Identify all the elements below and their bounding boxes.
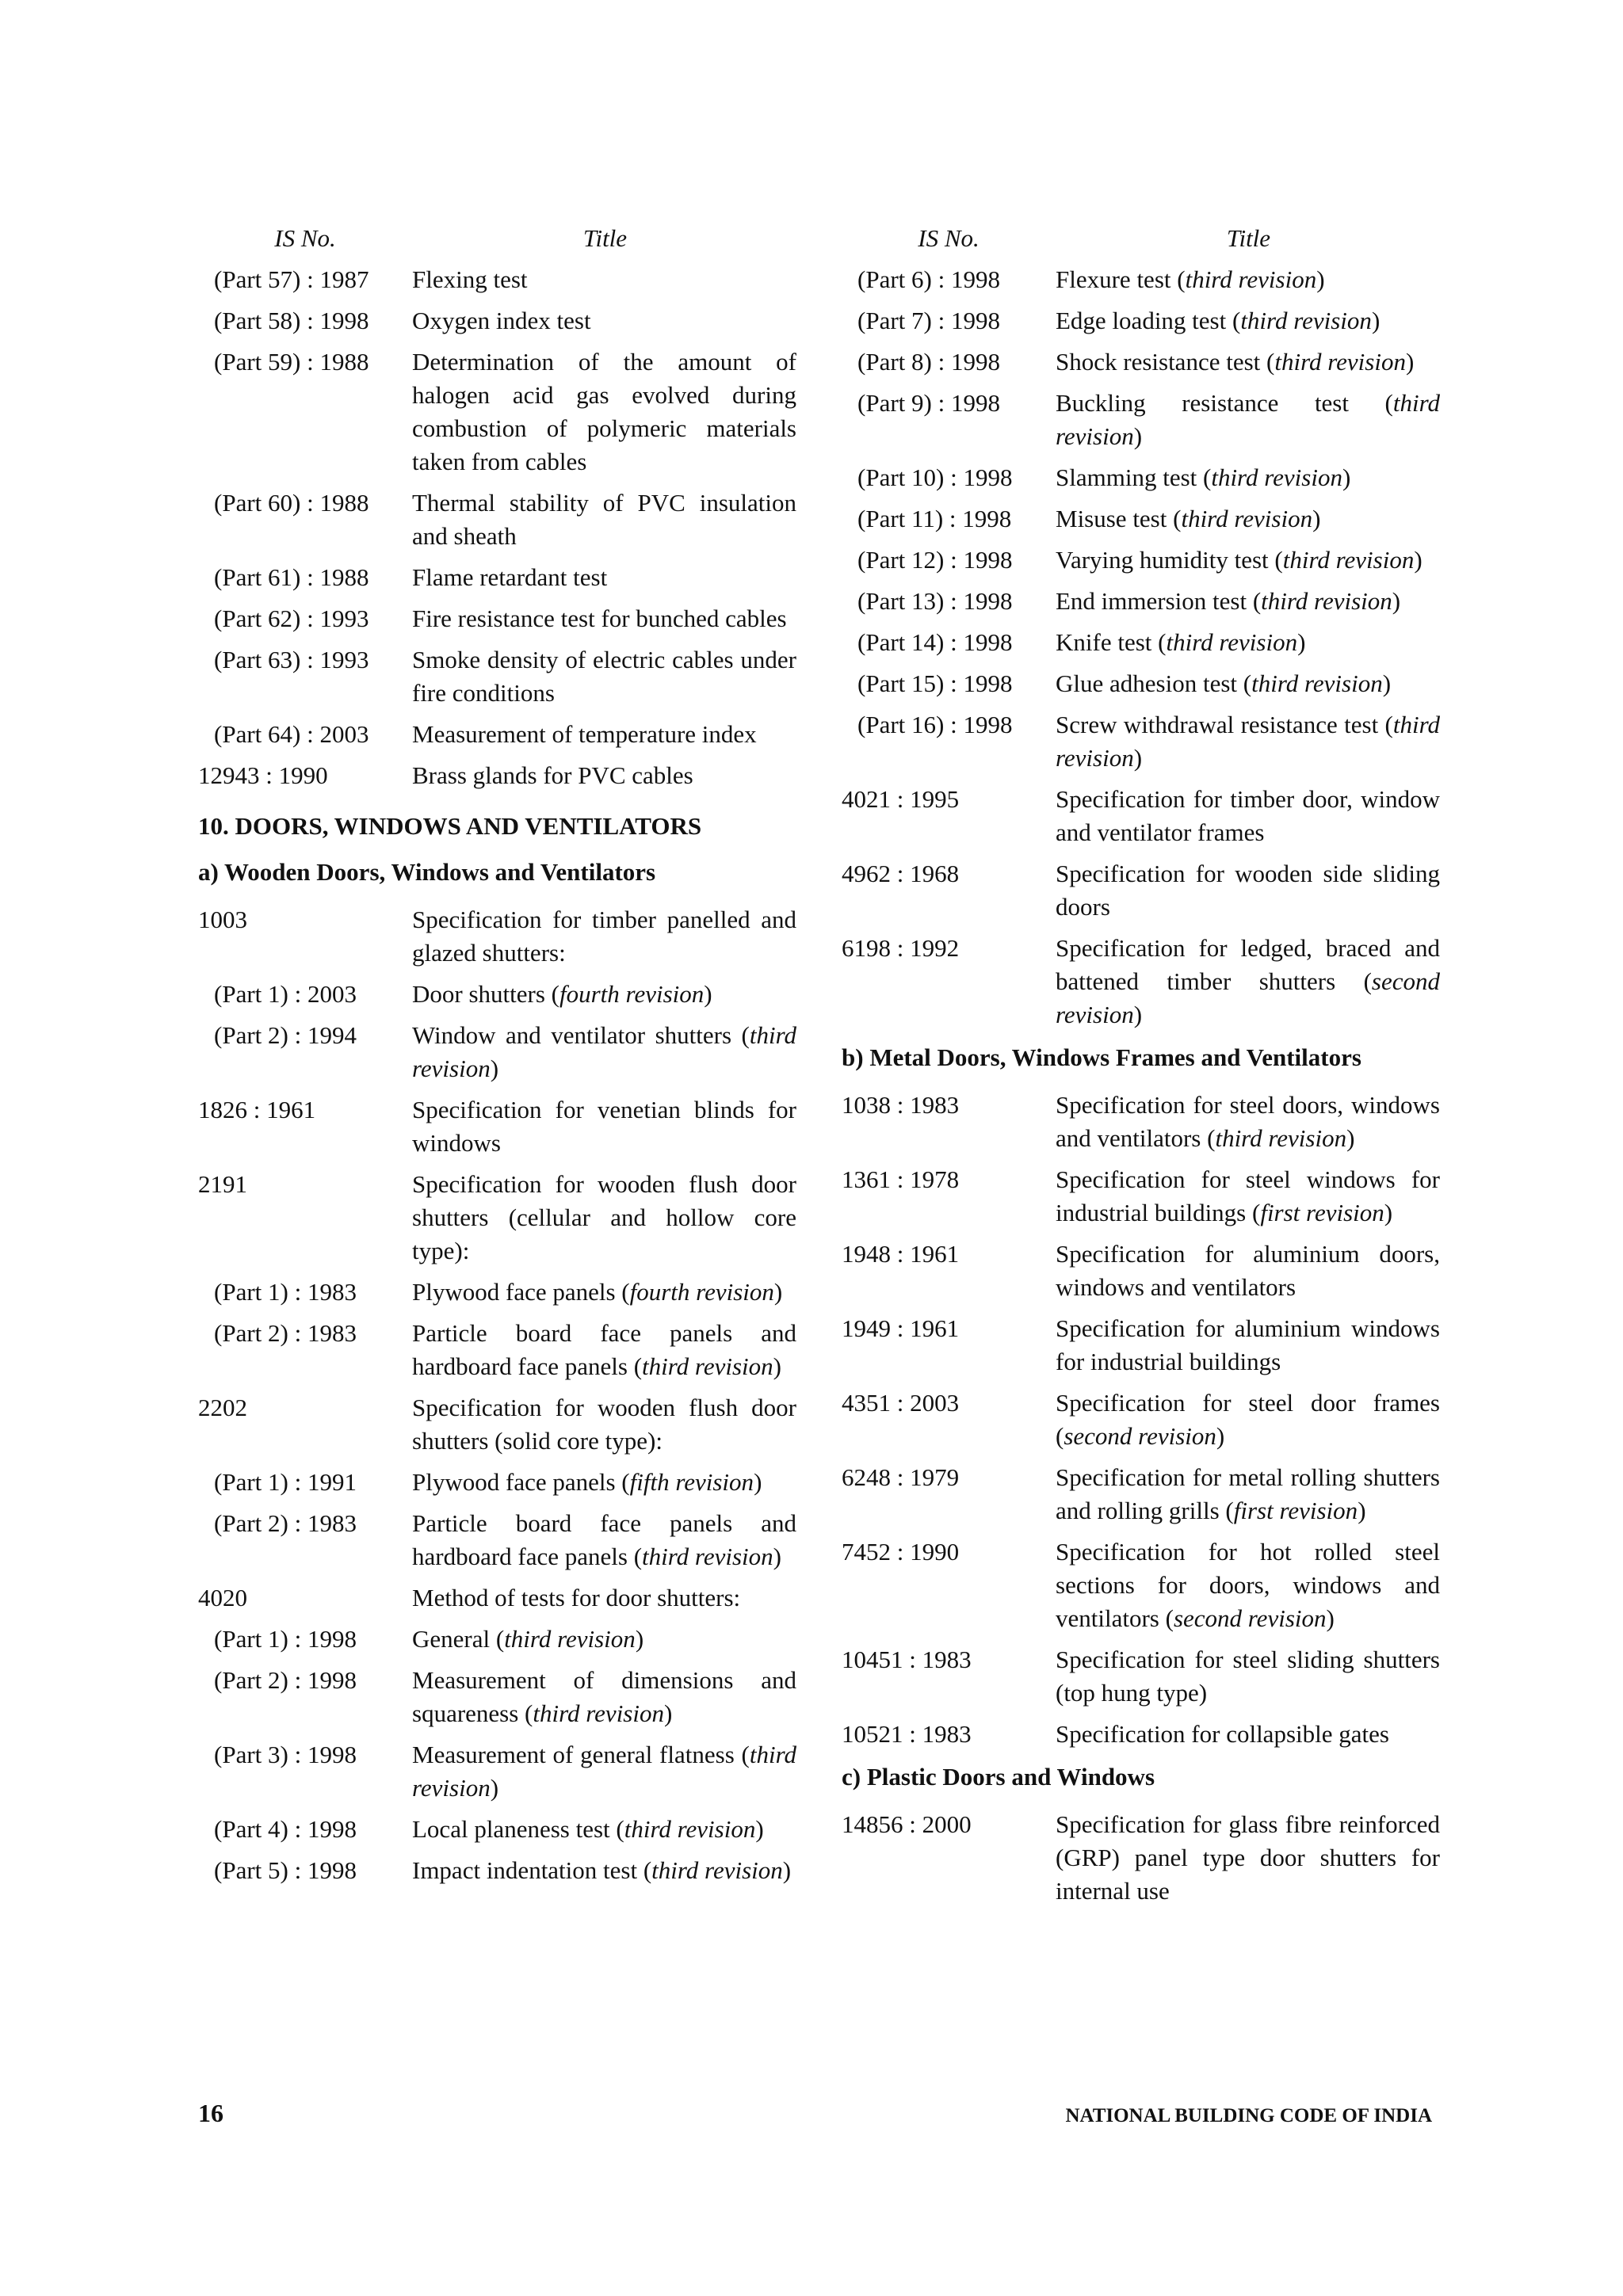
is-number: 1038 : 1983 (842, 1091, 960, 1119)
standard-title: Particle board face panels and hardboard face panels (third revision) (412, 1509, 796, 1570)
revision-note: third revision (1215, 1124, 1347, 1152)
is-number: (Part 4) : 1998 (214, 1815, 357, 1843)
revision-note: third revision (1274, 348, 1406, 376)
standard-entry (842, 1461, 1440, 1527)
title-text: Glue adhesion test (1056, 669, 1238, 697)
standard-title: Plywood face panels (fifth revision) (412, 1468, 762, 1496)
standard-title: Door shutters (fourth revision) (412, 980, 712, 1008)
title-text: Specification for wooden flush door shutters (solid core type): (412, 1394, 796, 1455)
page-number: 16 (198, 2099, 223, 2127)
title-text: Smoke density of electric cables under fire conditions (412, 646, 796, 707)
title-text: Knife test (1056, 628, 1152, 656)
standard-entry (198, 263, 796, 296)
is-number: (Part 2) : 1983 (214, 1319, 357, 1347)
title-text: General (412, 1625, 491, 1653)
standard-entry (198, 1664, 796, 1730)
standard-entry (198, 345, 796, 479)
revision-note: fourth revision (629, 1278, 774, 1306)
standard-entry (842, 1312, 1440, 1379)
is-number: 4351 : 2003 (842, 1389, 960, 1417)
standard-entry (842, 783, 1440, 849)
title-header: Title (1226, 224, 1271, 252)
is-number: 4962 : 1968 (842, 860, 960, 887)
title-text: Measurement of general flatness (412, 1741, 735, 1768)
column-header (842, 222, 1440, 255)
standard-entry (198, 1317, 796, 1383)
standard-entry (198, 718, 796, 751)
is-number: (Part 2) : 1983 (214, 1509, 357, 1537)
is-number: 4020 (198, 1584, 247, 1611)
standard-entry (842, 585, 1440, 618)
is-number: (Part 1) : 2003 (214, 980, 357, 1008)
title-text: Door shutters (412, 980, 545, 1008)
title-text: Determination of the amount of halogen acid gas evolved during combustion of polymeric materials taken from cables (412, 348, 796, 475)
revision-note: second revision (1056, 967, 1440, 1028)
standard-title: Specification for hot rolled steel sections for doors, windows and ventilators (second revision) (1056, 1538, 1440, 1632)
standard-entry (198, 978, 796, 1011)
revision-note: first revision (1233, 1497, 1358, 1524)
revision-note: second revision (1173, 1604, 1327, 1632)
is-number: 6198 : 1992 (842, 934, 960, 962)
standard-entry (842, 263, 1440, 296)
revision-note: third revision (624, 1815, 756, 1843)
title-text: Specification for steel windows for industrial buildings (1056, 1165, 1440, 1226)
standard-entry (198, 643, 796, 710)
standard-entry (842, 387, 1440, 453)
revision-note: third revision (1211, 463, 1342, 491)
section-heading: 10. DOORS, WINDOWS AND VENTILATORS (198, 812, 702, 840)
standard-title (412, 345, 796, 479)
title-text: Plywood face panels (412, 1278, 616, 1306)
is-number: (Part 11) : 1998 (857, 505, 1012, 532)
standard-title: Specification for ledged, braced and battened timber shutters (second revision) (1056, 934, 1440, 1028)
is-number: 1003 (198, 906, 247, 933)
title-text: Specification for steel sliding shutters (top hung type) (1056, 1646, 1440, 1707)
standard-entry (842, 543, 1440, 577)
standard-title (412, 486, 796, 553)
title-text: Specification for glass fibre reinforced (GRP) panel type door shutters for internal use (1056, 1810, 1440, 1905)
standard-title (412, 759, 796, 792)
title-text: Specification for hot rolled steel sections for doors, windows and ventilators (1056, 1538, 1440, 1632)
title-text: Particle board face panels and hardboard face panels (412, 1319, 796, 1380)
is-number: 10451 : 1983 (842, 1646, 972, 1673)
standard-title (412, 1581, 796, 1615)
revision-note: third revision (642, 1543, 773, 1570)
revision-note: third revision (642, 1352, 773, 1380)
is-number: (Part 16) : 1998 (857, 711, 1013, 738)
standard-title: End immersion test (third revision) (1056, 587, 1401, 615)
standard-title: Window and ventilator shutters (third revision) (412, 1021, 796, 1082)
title-text: Screw withdrawal resistance test (1056, 711, 1379, 738)
revision-note: third revision (1185, 265, 1317, 293)
revision-note: third revision (1056, 389, 1440, 450)
title-text: Specification for aluminium windows for industrial buildings (1056, 1314, 1440, 1375)
title-text: Local planeness test (412, 1815, 610, 1843)
title-text: Varying humidity test (1056, 546, 1269, 574)
page-footer (198, 2096, 1432, 2133)
standard-entry (198, 1466, 796, 1499)
title-text: Shock resistance test (1056, 348, 1261, 376)
standard-title (1056, 1718, 1440, 1751)
revision-note: second revision (1064, 1422, 1216, 1450)
is-number: 7452 : 1990 (842, 1538, 960, 1566)
title-text: Window and ventilator shutters (412, 1021, 732, 1049)
is-number: 2202 (198, 1394, 247, 1421)
is-number: (Part 57) : 1987 (214, 265, 369, 293)
is-number: 14856 : 2000 (842, 1810, 972, 1838)
standard-title: Edge loading test (third revision) (1056, 307, 1381, 334)
revision-note: third revision (651, 1856, 783, 1884)
is-number: (Part 1) : 1998 (214, 1625, 357, 1653)
is-number: (Part 5) : 1998 (214, 1856, 357, 1884)
standard-title (412, 903, 796, 970)
title-text: Specification for steel doors, windows and ventilators (1056, 1091, 1440, 1152)
is-number: 1948 : 1961 (842, 1240, 960, 1268)
revision-note: third revision (504, 1625, 636, 1653)
is-number: (Part 61) : 1988 (214, 563, 369, 591)
standard-entry (842, 667, 1440, 700)
standard-title: Specification for steel door frames (second revision) (1056, 1389, 1440, 1450)
subsection-heading: c) Plastic Doors and Windows (842, 1763, 1155, 1791)
standard-entry (198, 561, 796, 594)
standard-title: Local planeness test (third revision) (412, 1815, 764, 1843)
standard-title (412, 1168, 796, 1268)
standard-title (412, 602, 796, 635)
standard-title: Plywood face panels (fourth revision) (412, 1278, 783, 1306)
title-text: Plywood face panels (412, 1468, 616, 1496)
revision-note: third revision (412, 1741, 796, 1802)
standard-title: Specification for steel doors, windows and ventilators (third revision) (1056, 1091, 1440, 1152)
is-number: 1826 : 1961 (198, 1096, 316, 1123)
title-text: Method of tests for door shutters: (412, 1584, 741, 1611)
standard-title (412, 1093, 796, 1160)
title-text: Specification for wooden side sliding doors (1056, 860, 1440, 921)
title-header: Title (582, 224, 628, 252)
left-column (198, 222, 796, 1895)
title-text: Flame retardant test (412, 563, 608, 591)
standard-entry (198, 1391, 796, 1458)
standard-entry (198, 602, 796, 635)
revision-note: third revision (1251, 669, 1383, 697)
standard-entry (198, 1019, 796, 1085)
standard-entry (842, 932, 1440, 1032)
is-number: (Part 2) : 1998 (214, 1666, 357, 1694)
revision-note: third revision (1166, 628, 1298, 656)
standard-title: Measurement of general flatness (third revision) (412, 1741, 796, 1802)
title-text: Oxygen index test (412, 307, 591, 334)
standard-entry (198, 1276, 796, 1309)
standard-title: Buckling resistance test (third revision) (1056, 389, 1440, 450)
is-number: (Part 60) : 1988 (214, 489, 369, 517)
standard-entry (842, 1163, 1440, 1230)
standard-entry (198, 1581, 796, 1615)
title-text: Edge loading test (1056, 307, 1227, 334)
standard-title (412, 718, 796, 751)
title-text: Specification for steel door frames (1056, 1389, 1440, 1417)
standard-entry (198, 304, 796, 338)
is-number: 10521 : 1983 (842, 1720, 972, 1748)
is-number: (Part 59) : 1988 (214, 348, 369, 376)
standard-entry (842, 1238, 1440, 1304)
standard-entry (198, 1813, 796, 1846)
column-header (198, 222, 796, 255)
title-text: Slamming test (1056, 463, 1197, 491)
is-number: (Part 8) : 1998 (857, 348, 1000, 376)
title-text: Flexure test (1056, 265, 1171, 293)
revision-note: fifth revision (629, 1468, 754, 1496)
right-column (842, 222, 1440, 1916)
is-number: 1949 : 1961 (842, 1314, 960, 1342)
title-text: Impact indentation test (412, 1856, 638, 1884)
standard-title (412, 561, 796, 594)
revision-note: fourth revision (559, 980, 705, 1008)
standard-entry (198, 1854, 796, 1887)
standard-title: Screw withdrawal resistance test (third revision) (1056, 711, 1441, 772)
is-number: (Part 13) : 1998 (857, 587, 1013, 615)
title-text: Specification for venetian blinds for windows (412, 1096, 796, 1157)
standard-title: General (third revision) (412, 1625, 644, 1653)
standard-title (1056, 1808, 1440, 1908)
is-number: (Part 15) : 1998 (857, 669, 1013, 697)
standard-entry (842, 1535, 1440, 1635)
is-number: 12943 : 1990 (198, 761, 328, 789)
revision-note: third revision (1261, 587, 1392, 615)
standard-entry (842, 461, 1440, 494)
standard-title: Slamming test (third revision) (1056, 463, 1351, 491)
title-text: Buckling resistance test (1056, 389, 1349, 417)
standard-entry (842, 345, 1440, 379)
title-text: Specification for timber panelled and glazed shutters: (412, 906, 796, 967)
title-text: Measurement of dimensions and squareness (412, 1666, 796, 1727)
standard-title: Varying humidity test (third revision) (1056, 546, 1423, 574)
title-text: Specification for aluminium doors, windows and ventilators (1056, 1240, 1440, 1301)
standard-entry (198, 1168, 796, 1268)
is-number: (Part 12) : 1998 (857, 546, 1013, 574)
is-number: (Part 1) : 1983 (214, 1278, 357, 1306)
standard-title: Impact indentation test (third revision) (412, 1856, 792, 1884)
revision-note: third revision (1282, 546, 1415, 574)
standard-entry (842, 708, 1440, 775)
standard-title: Specification for steel windows for industrial buildings (first revision) (1056, 1165, 1440, 1226)
subsection-heading: a) Wooden Doors, Windows and Ventilators (198, 858, 656, 886)
revision-note: first revision (1260, 1199, 1384, 1226)
is-number: (Part 1) : 1991 (214, 1468, 357, 1496)
standard-title (1056, 857, 1440, 924)
subsection-heading: b) Metal Doors, Windows Frames and Ventilators (842, 1043, 1361, 1071)
is-number: (Part 6) : 1998 (857, 265, 1000, 293)
standard-entry (842, 1808, 1440, 1908)
standard-entry (842, 304, 1440, 338)
is-number: (Part 58) : 1998 (214, 307, 369, 334)
standard-entry (842, 626, 1440, 659)
title-text: Flexing test (412, 265, 528, 293)
standard-entry (198, 1738, 796, 1805)
standard-title (412, 304, 796, 338)
standard-entry (842, 1089, 1440, 1155)
is-number: (Part 2) : 1994 (214, 1021, 357, 1049)
title-text: Misuse test (1056, 505, 1167, 532)
standard-entry (842, 1386, 1440, 1453)
standard-title (1056, 1643, 1440, 1710)
standard-title: Shock resistance test (third revision) (1056, 348, 1415, 376)
standard-title: Measurement of dimensions and squareness (third revision) (412, 1666, 796, 1727)
revision-note: third revision (1240, 307, 1372, 334)
title-text: Specification for wooden flush door shutters (cellular and hollow core type): (412, 1170, 796, 1264)
is-number: 2191 (198, 1170, 247, 1198)
is-number-header: IS No. (274, 224, 336, 252)
standard-entry (198, 1507, 796, 1573)
is-number-header: IS No. (918, 224, 980, 252)
title-text: Specification for metal rolling shutters and rolling grills (1056, 1463, 1440, 1524)
revision-note: third revision (1056, 711, 1441, 772)
standard-entry (842, 502, 1440, 536)
standard-title (1056, 1312, 1440, 1379)
standard-entry (842, 1718, 1440, 1751)
standard-title: Glue adhesion test (third revision) (1056, 669, 1392, 697)
title-text: Measurement of temperature index (412, 720, 757, 748)
standard-title (1056, 783, 1440, 849)
standard-entry (842, 857, 1440, 924)
standard-entry (198, 1093, 796, 1160)
title-text: Particle board face panels and hardboard face panels (412, 1509, 796, 1570)
standard-title: Specification for metal rolling shutters and rolling grills (first revision) (1056, 1463, 1440, 1524)
standard-title (412, 263, 796, 296)
title-text: End immersion test (1056, 587, 1247, 615)
is-number: (Part 10) : 1998 (857, 463, 1013, 491)
revision-note: third revision (412, 1021, 796, 1082)
title-text: Specification for timber door, window and ventilator frames (1056, 785, 1440, 846)
standard-title: Misuse test (third revision) (1056, 505, 1321, 532)
title-text: Specification for ledged, braced and battened timber shutters (1056, 934, 1440, 995)
standard-title: Knife test (third revision) (1056, 628, 1306, 656)
is-number: (Part 64) : 2003 (214, 720, 369, 748)
is-number: (Part 63) : 1993 (214, 646, 369, 673)
is-number: (Part 14) : 1998 (857, 628, 1013, 656)
title-text: Fire resistance test for bunched cables (412, 605, 787, 632)
is-number: (Part 3) : 1998 (214, 1741, 357, 1768)
standard-entry (198, 486, 796, 553)
title-text: Specification for collapsible gates (1056, 1720, 1389, 1748)
is-number: 6248 : 1979 (842, 1463, 960, 1491)
revision-note: third revision (533, 1699, 664, 1727)
standard-entry (198, 903, 796, 970)
is-number: (Part 9) : 1998 (857, 389, 1000, 417)
is-number: (Part 7) : 1998 (857, 307, 1000, 334)
standard-title: Particle board face panels and hardboard face panels (third revision) (412, 1319, 796, 1380)
standard-entry (198, 1623, 796, 1656)
standard-title: Flexure test (third revision) (1056, 265, 1325, 293)
title-text: Brass glands for PVC cables (412, 761, 693, 789)
standard-title (412, 1391, 796, 1458)
revision-note: third revision (1181, 505, 1313, 532)
book-title: NATIONAL BUILDING CODE OF INDIA (1065, 2105, 1432, 2126)
title-text: Thermal stability of PVC insulation and sheath (412, 489, 796, 550)
standard-title (412, 643, 796, 710)
standard-entry (198, 759, 796, 792)
standard-entry (842, 1643, 1440, 1710)
is-number: 4021 : 1995 (842, 785, 960, 813)
is-number: 1361 : 1978 (842, 1165, 960, 1193)
is-number: (Part 62) : 1993 (214, 605, 369, 632)
standard-title (1056, 1238, 1440, 1304)
